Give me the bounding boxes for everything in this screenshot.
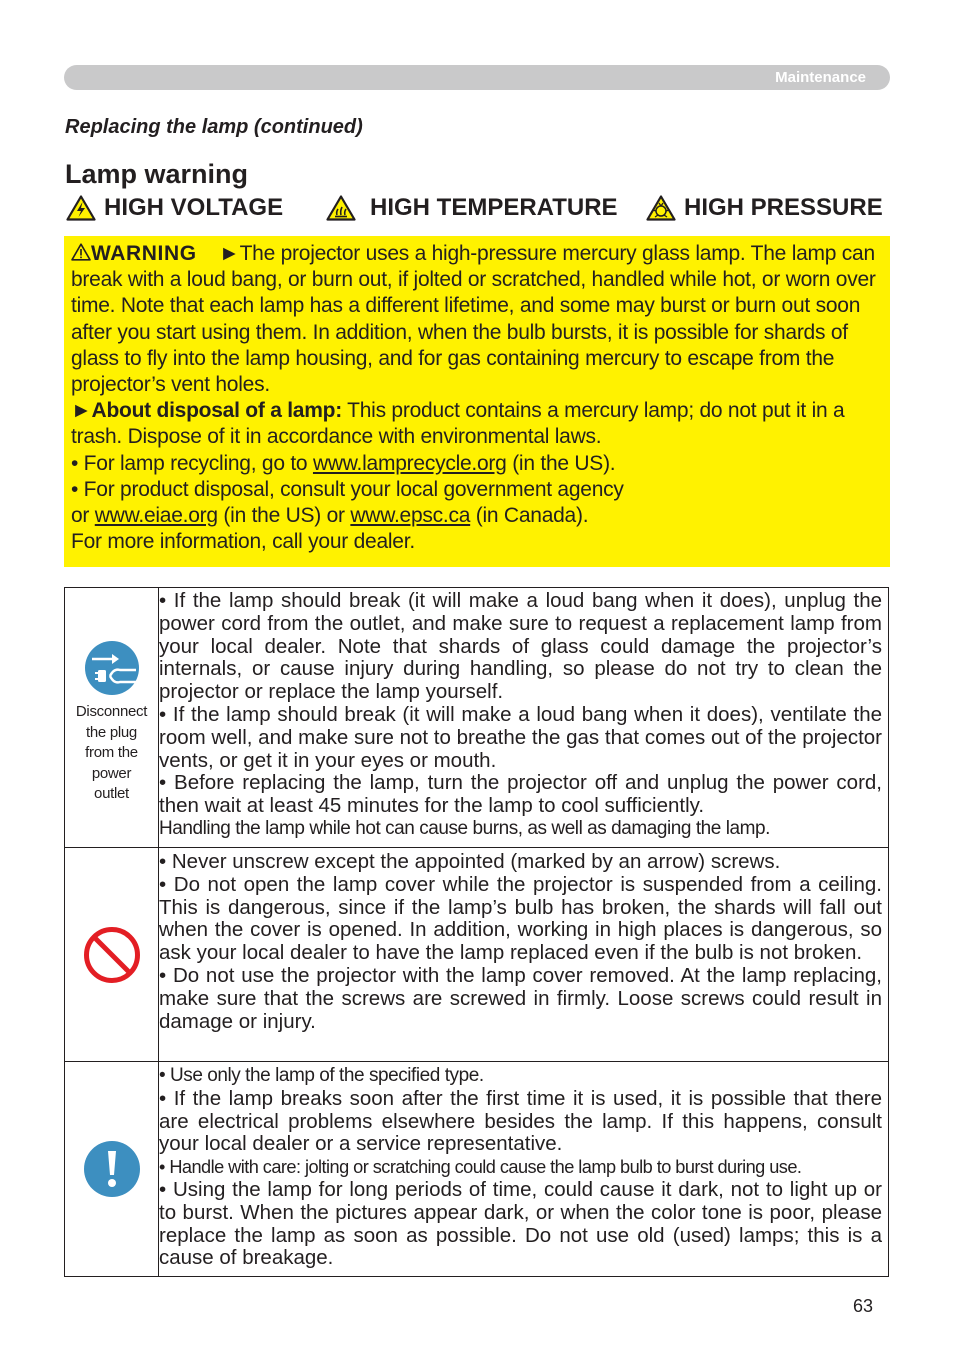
text-cell xyxy=(158,848,888,1061)
warning-label: WARNING xyxy=(91,242,197,265)
icon-cell xyxy=(65,588,158,847)
table-row xyxy=(65,1062,888,1276)
hazard-high-temperature: HIGH TEMPERATURE xyxy=(326,194,618,222)
text-cell xyxy=(158,1062,888,1276)
paragraph: • If the lamp should break (it will make a loud bang when it does), unplug the power cord from the outlet, and make sure to request a replacement lamp from your local dealer. Note that shards of glass could damage the projector’s internals, or cause injury during handling, so please do not try to clean the projector or replace the lamp yourself. xyxy=(159,589,882,704)
lamprecycle-link[interactable]: www.lamprecycle.org xyxy=(312,451,507,475)
icon-caption: Disconnect the plug from the power outlet xyxy=(75,703,148,803)
paragraph: • Never unscrew except the appointed (marked by an arrow) screws. xyxy=(159,850,781,873)
hazard-high-voltage: HIGH VOLTAGE xyxy=(66,194,283,222)
more-info-line: For more information, call your dealer. xyxy=(71,530,415,554)
warning-intro: ►The projector uses a high-pressure mercury glass lamp. The lamp can break with a loud bang, or burn out, if jolted or scratched, handled while hot, or worn over time. Note that each lamp has a different lifetime, and some may burst or burn out soon after you start using them. In addition, when the bulb bursts, it is possible for shards of glass to fly into the lamp housing, and for gas containing mercury to escape from the projector’s vent holes. xyxy=(71,242,876,397)
high-pressure-warning-icon xyxy=(646,195,676,221)
icon-cell xyxy=(65,1062,158,1276)
epsc-link[interactable]: www.epsc.ca xyxy=(350,504,471,528)
header-bar xyxy=(64,65,890,90)
disposal-label: ►About disposal of a lamp: xyxy=(71,399,342,423)
high-voltage-warning-icon xyxy=(66,195,96,221)
subtitle: Replacing the lamp (continued) xyxy=(65,116,363,138)
eiae-link[interactable]: www.eiae.org xyxy=(94,504,218,528)
mandatory-action-icon xyxy=(83,1140,141,1198)
paragraph: • Using the lamp for long periods of time, could cause it dark, not to light up or to burst. When the pictures appear dark, or when the color tone is poor, please replace the lamp as soon as possible. Do not use old (used) lamps; this is a cause of breakage. xyxy=(159,1177,882,1270)
text-cell xyxy=(158,588,888,847)
table-row xyxy=(65,588,888,848)
paragraph: • Handle with care: jolting or scratching could cause the lamp bulb to burst during use. xyxy=(159,1157,802,1178)
prohibited-icon xyxy=(83,926,141,984)
warning-box: WARNING ►The projector uses a high-pressure mercury glass lamp. The lamp can break with a loud bang, or burn out, if jolted or scratched, handled while hot, or worn over time. Note that each lamp has a different lifetime, and some may burst or burn out soon after you start using them. In addition, when the bulb bursts, it is possible for shards of glass to fly into the lamp housing, and for gas containing mercury to escape from the projector’s vent holes. ►About disposal of a lamp: This product contains a mercury lamp; do not put it in a trash. Dispose of it in accordance with environmental laws. • For lamp recycling, go to www.lamprecycle.org (in the US). • For product disposal, consult your local government agency or www.eiae.org (in the US) or www.epsc.ca (in Canada). For more information, call your dealer. xyxy=(64,236,890,567)
page-title: Lamp warning xyxy=(65,159,249,189)
high-temperature-warning-icon xyxy=(326,195,356,221)
paragraph: • Use only the lamp of the specified type. xyxy=(159,1065,484,1086)
paragraph: • Do not open the lamp cover while the projector is suspended from a ceiling. This is dangerous, since if the lamp’s bulb has broken, the shards will fall out when the cover is opened. In addition, working in high places is dangerous, so ask your local dealer to have the lamp replaced even if the bulb is not broken. xyxy=(159,872,882,965)
hazard-high-pressure: HIGH PRESSURE xyxy=(646,194,883,222)
safety-table xyxy=(64,587,889,1277)
disconnect-plug-icon xyxy=(84,640,140,696)
table-row xyxy=(65,848,888,1062)
disposal-text: This product contains a mercury lamp; do not put it in a trash. Dispose of it in accordance with environmental laws. xyxy=(71,399,845,449)
icon-cell xyxy=(65,848,158,1061)
warning-triangle-icon xyxy=(71,243,91,261)
section-label: Maintenance xyxy=(775,69,866,86)
paragraph: • Before replacing the lamp, turn the projector off and unplug the power cord, then wait at least 45 minutes for the lamp to cool sufficiently. xyxy=(159,771,882,818)
paragraph: • If the lamp breaks soon after the first time it is used, it is possible that there are electrical problems elsewhere besides the lamp. If this happens, consult your local dealer or a service representative. xyxy=(159,1086,882,1156)
paragraph: • Do not use the projector with the lamp cover removed. At the lamp replacing, make sure that the screws are screwed in firmly. Loose screws could result in damage or injury. xyxy=(159,963,882,1033)
product-disposal-line: • For product disposal, consult your local government agency xyxy=(71,477,624,501)
page-number: 63 xyxy=(853,1296,874,1316)
paragraph: • If the lamp should break (it will make a loud bang when it does), ventilate the room well, and make sure not to breathe the gas that comes out of the projector vents, or get it in your eyes or mouth. xyxy=(159,702,882,772)
paragraph: Handling the lamp while hot can cause burns, as well as damaging the lamp. xyxy=(159,817,770,839)
